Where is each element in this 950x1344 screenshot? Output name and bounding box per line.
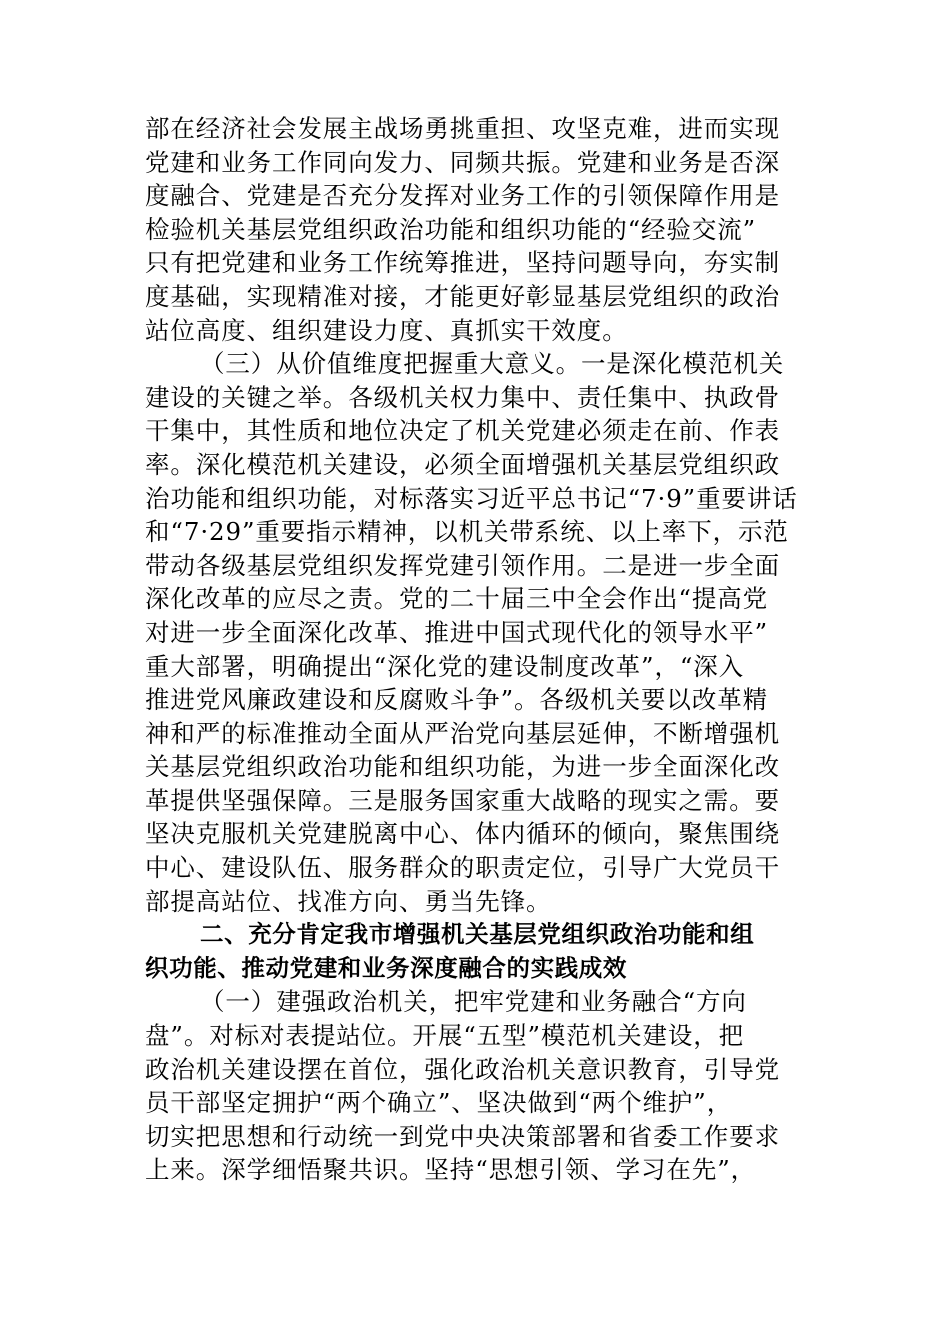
text-line: 切实把思想和行动统一到党中央决策部署和省委工作要求	[145, 1121, 780, 1151]
text-line: 带动各级基层党组织发挥党建引领作用。二是进一步全面	[145, 550, 780, 580]
paragraph-continued	[145, 112, 807, 347]
text-line: 干集中，其性质和地位决定了机关党建必须走在前、作表	[145, 416, 780, 446]
text-line: 推进党风廉政建设和反腐败斗争”。各级机关要以改革精	[145, 685, 769, 715]
document-body	[145, 112, 807, 1187]
text-line: 度融合、党建是否充分发挥对业务工作的引领保障作用是	[145, 181, 780, 211]
text-line: 员干部坚定拥护“两个确立”、坚决做到“两个维护”，	[145, 1088, 733, 1118]
text-line: 党建和业务工作同向发力、同频共振。党建和业务是否深	[145, 147, 780, 177]
text-line: 中心、建设队伍、服务群众的职责定位，引导广大党员干	[145, 853, 780, 883]
heading-line: 织功能、推动党建和业务深度融合的实践成效	[145, 953, 627, 982]
paragraph-value-dimension	[145, 347, 807, 918]
text-line: 神和严的标准推动全面从严治党向基层延伸，不断增强机	[145, 718, 780, 748]
text-line: 盘”。对标对表提站位。开展“五型”模范机关建设，把	[145, 1021, 745, 1051]
text-line: 重大部署，明确提出“深化党的建设制度改革”，“深入	[145, 651, 745, 681]
text-line-first: （三）从价值维度把握重大意义。一是深化模范机关	[200, 349, 785, 379]
text-line: 和“7·29”重要指示精神，以机关带系统、以上率下，示范	[145, 517, 789, 547]
text-line: 率。深化模范机关建设，必须全面增强机关基层党组织政	[145, 449, 780, 479]
text-line-first: （一）建强政治机关，把牢党建和业务融合“方向	[200, 987, 747, 1017]
text-line: 政治机关建设摆在首位，强化政治机关意识教育，引导党	[145, 1054, 780, 1084]
text-line: 站位高度、组织建设力度、真抓实干效度。	[145, 315, 628, 345]
text-line: 度基础，实现精准对接，才能更好彰显基层党组织的政治	[145, 281, 780, 311]
section-heading-2	[145, 918, 807, 985]
heading-line-first: 二、充分肯定我市增强机关基层党组织政治功能和组	[200, 920, 755, 949]
text-line: 建设的关键之举。各级机关权力集中、责任集中、执政骨	[145, 382, 780, 412]
text-line: 对进一步全面深化改革、推进中国式现代化的领导水平”	[145, 617, 769, 647]
text-line: 部提高站位、找准方向、勇当先锋。	[145, 886, 552, 916]
text-line: 上来。深学细悟聚共识。坚持“思想引领、学习在先”，	[145, 1155, 757, 1185]
paragraph-political-organs	[145, 985, 807, 1187]
text-line: 革提供坚强保障。三是服务国家重大战略的现实之需。要	[145, 785, 780, 815]
text-line: 治功能和组织功能，对标落实习近平总书记“7·9”重要讲话	[145, 483, 798, 513]
text-line: 关基层党组织政治功能和组织功能，为进一步全面深化改	[145, 752, 780, 782]
text-line: 部在经济社会发展主战场勇挑重担、攻坚克难，进而实现	[145, 114, 780, 143]
text-line: 只有把党建和业务工作统筹推进，坚持问题导向，夯实制	[145, 248, 780, 278]
text-line: 深化改革的应尽之责。党的二十届三中全会作出“提高党	[145, 584, 769, 614]
text-line: 检验机关基层党组织政治功能和组织功能的“经验交流”	[145, 214, 757, 244]
text-line: 坚决克服机关党建脱离中心、体内循环的倾向，聚焦围绕	[145, 819, 780, 849]
